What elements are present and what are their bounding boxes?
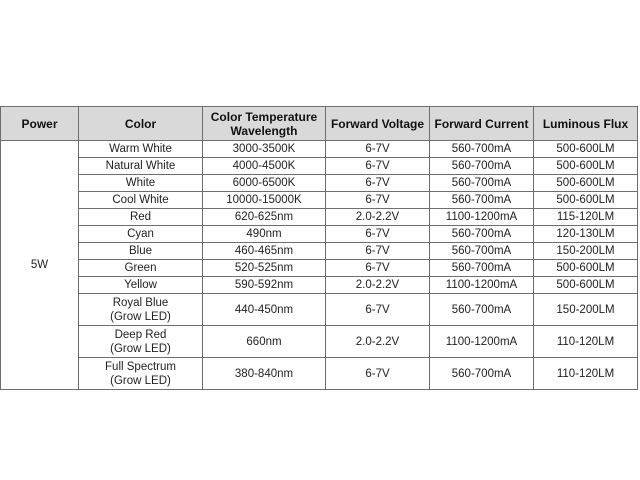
current-cell: 1100-1200mA — [430, 209, 534, 226]
flux-cell: 150-200LM — [534, 294, 638, 326]
header-temp-line1: Color Temperature — [210, 109, 318, 124]
header-color-temperature — [203, 107, 326, 141]
current-cell: 1100-1200mA — [430, 326, 534, 358]
voltage-cell: 2.0-2.2V — [326, 209, 430, 226]
table-row — [1, 209, 638, 226]
temperature-cell: 4000-4500K — [203, 158, 326, 175]
flux-cell: 500-600LM — [534, 175, 638, 192]
color-name: Full Spectrum — [105, 360, 176, 373]
flux-cell: 500-600LM — [534, 260, 638, 277]
flux-cell: 110-120LM — [534, 326, 638, 358]
flux-cell: 115-120LM — [534, 209, 638, 226]
voltage-cell: 6-7V — [326, 294, 430, 326]
temperature-cell: 10000-15000K — [203, 192, 326, 209]
color-note: (Grow LED) — [110, 374, 171, 387]
voltage-cell: 6-7V — [326, 260, 430, 277]
temperature-cell: 660nm — [203, 326, 326, 358]
flux-cell: 500-600LM — [534, 141, 638, 158]
color-name: White — [125, 177, 156, 189]
flux-cell: 150-200LM — [534, 243, 638, 260]
color-name: Natural White — [105, 160, 176, 172]
flux-cell: 500-600LM — [534, 277, 638, 294]
color-cell — [79, 175, 203, 192]
table-row — [1, 141, 638, 158]
color-cell — [79, 192, 203, 209]
current-cell: 1100-1200mA — [430, 277, 534, 294]
temperature-cell: 590-592nm — [203, 277, 326, 294]
temperature-cell: 520-525nm — [203, 260, 326, 277]
color-cell — [79, 260, 203, 277]
table-row — [1, 358, 638, 390]
table-row — [1, 192, 638, 209]
header-temp-line2: Wavelength — [230, 123, 298, 138]
temperature-cell: 490nm — [203, 226, 326, 243]
temperature-cell: 6000-6500K — [203, 175, 326, 192]
header-power: Power — [1, 107, 79, 141]
voltage-cell: 6-7V — [326, 158, 430, 175]
color-cell — [79, 243, 203, 260]
table-row — [1, 243, 638, 260]
current-cell: 560-700mA — [430, 260, 534, 277]
table-row — [1, 260, 638, 277]
current-cell: 560-700mA — [430, 294, 534, 326]
color-name: Blue — [128, 245, 153, 257]
header-row — [1, 107, 638, 141]
voltage-cell: 6-7V — [326, 358, 430, 390]
color-cell — [79, 158, 203, 175]
flux-cell: 110-120LM — [534, 358, 638, 390]
header-color: Color — [79, 107, 203, 141]
voltage-cell: 6-7V — [326, 243, 430, 260]
color-name: Green — [124, 262, 157, 274]
color-note: (Grow LED) — [110, 310, 171, 323]
current-cell: 560-700mA — [430, 226, 534, 243]
table-row — [1, 277, 638, 294]
header-forward-voltage: Forward Voltage — [326, 107, 430, 141]
color-name: Red — [129, 211, 152, 223]
table-row — [1, 226, 638, 243]
table-body — [1, 141, 638, 390]
current-cell: 560-700mA — [430, 243, 534, 260]
flux-cell: 500-600LM — [534, 192, 638, 209]
temperature-cell: 440-450nm — [203, 294, 326, 326]
header-luminous-flux: Luminous Flux — [534, 107, 638, 141]
voltage-cell: 6-7V — [326, 141, 430, 158]
color-name: Yellow — [124, 279, 157, 291]
voltage-cell: 6-7V — [326, 226, 430, 243]
color-name: Cyan — [127, 228, 154, 240]
current-cell: 560-700mA — [430, 158, 534, 175]
color-cell — [79, 277, 203, 294]
current-cell: 560-700mA — [430, 175, 534, 192]
color-cell — [79, 209, 203, 226]
table-row — [1, 326, 638, 358]
flux-cell: 120-130LM — [534, 226, 638, 243]
current-cell: 560-700mA — [430, 358, 534, 390]
flux-cell: 500-600LM — [534, 158, 638, 175]
voltage-cell: 6-7V — [326, 175, 430, 192]
voltage-cell: 2.0-2.2V — [326, 277, 430, 294]
header-forward-current: Forward Current — [430, 107, 534, 141]
table-row — [1, 175, 638, 192]
temperature-cell: 460-465nm — [203, 243, 326, 260]
table-row — [1, 294, 638, 326]
color-name: Cool White — [112, 194, 169, 206]
voltage-cell: 6-7V — [326, 192, 430, 209]
temperature-cell: 380-840nm — [203, 358, 326, 390]
power-cell: 5W — [1, 141, 79, 390]
color-note: (Grow LED) — [110, 342, 171, 355]
color-name: Deep Red — [114, 328, 167, 341]
color-name: Royal Blue — [112, 296, 169, 309]
led-spec-table — [0, 106, 638, 390]
current-cell: 560-700mA — [430, 141, 534, 158]
color-cell — [79, 226, 203, 243]
color-cell — [79, 141, 203, 158]
table-row — [1, 158, 638, 175]
voltage-cell: 2.0-2.2V — [326, 326, 430, 358]
color-cell — [79, 326, 203, 358]
color-cell — [79, 294, 203, 326]
color-cell — [79, 358, 203, 390]
temperature-cell: 620-625nm — [203, 209, 326, 226]
temperature-cell: 3000-3500K — [203, 141, 326, 158]
current-cell: 560-700mA — [430, 192, 534, 209]
color-name: Warm White — [109, 143, 172, 155]
